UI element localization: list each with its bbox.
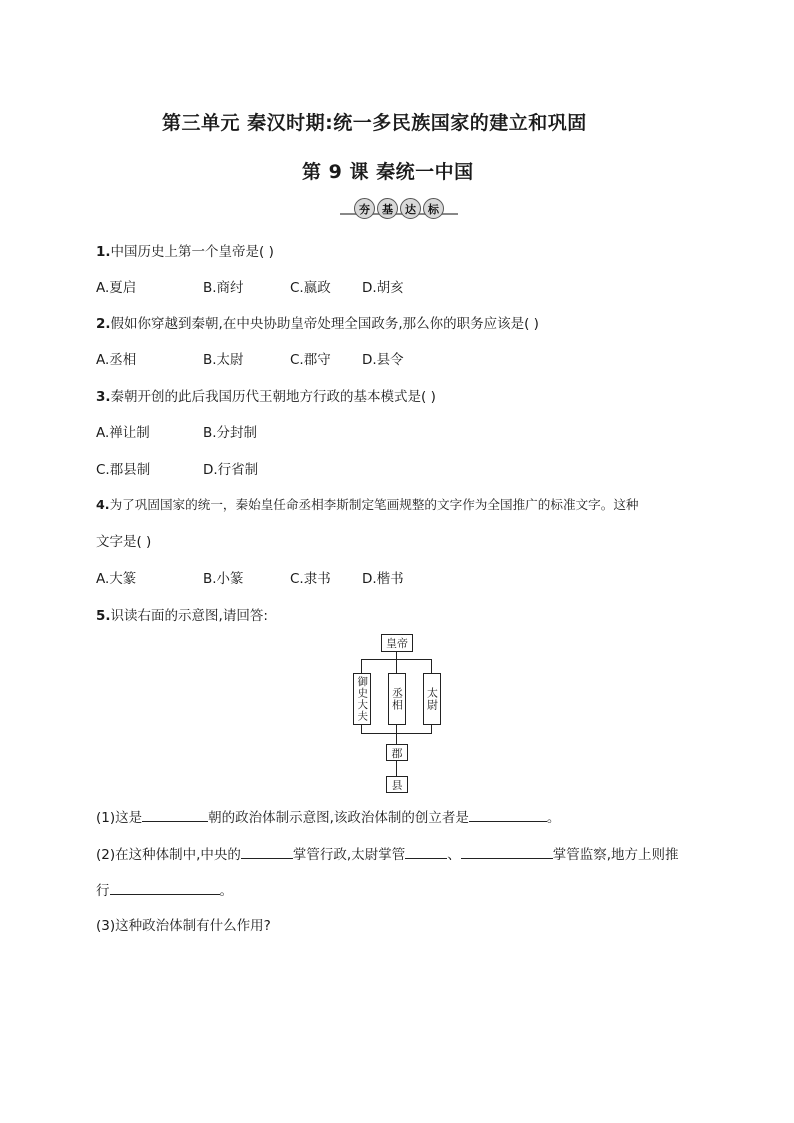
- question-4-continued: 文字是( ): [96, 534, 152, 550]
- sq1-part-c: 。: [546, 810, 561, 826]
- q3-option-c: C.郡县制: [96, 462, 151, 478]
- question-3: [96, 385, 436, 405]
- sq2-blank-censor[interactable]: [461, 844, 553, 859]
- q4-option-b: B.小篆: [203, 571, 244, 587]
- q4-option-a: A.大篆: [96, 571, 137, 587]
- question-4-number: 4.: [96, 497, 110, 512]
- sq1-blank-dynasty[interactable]: [142, 807, 208, 822]
- question-4: [96, 494, 639, 513]
- question-5-number: 5.: [96, 608, 111, 624]
- sq1-part-b: 朝的政治体制示意图,该政治体制的创立者是: [208, 810, 469, 826]
- q4-option-d: D.楷书: [362, 571, 404, 587]
- sq2-part-e: 行: [96, 883, 110, 899]
- emperor-box: 皇帝: [381, 634, 413, 652]
- q1-option-d: D.胡亥: [362, 280, 404, 296]
- sq2-part-b: 掌管行政,太尉掌管: [292, 847, 406, 863]
- question-3-number: 3.: [96, 389, 111, 405]
- badge-char-3: 达: [400, 198, 421, 219]
- connector-to-county: [396, 759, 397, 776]
- q3-option-b: B.分封制: [203, 425, 258, 441]
- censor-box: 御史大夫: [353, 673, 371, 725]
- sq1-part-a: (1)这是: [96, 810, 143, 826]
- q2-option-d: D.县令: [362, 352, 404, 368]
- question-1: [96, 240, 274, 260]
- question-2-number: 2.: [96, 316, 111, 332]
- question-2: [96, 312, 539, 332]
- q1-option-b: B.商纣: [203, 280, 244, 296]
- question-1-text: 中国历史上第一个皇帝是( ): [110, 244, 274, 260]
- question-2-text: 假如你穿越到秦朝,在中央协助皇帝处理全国政务,那么你的职务应该是( ): [110, 316, 539, 332]
- connector-censor-top: [361, 659, 362, 673]
- sq2-blank-admin[interactable]: [241, 844, 293, 859]
- badge-char-4: 标: [423, 198, 444, 219]
- unit-title: 第三单元 秦汉时期:统一多民族国家的建立和巩固: [162, 112, 587, 134]
- q1-option-c: C.嬴政: [290, 280, 331, 296]
- question-3-text: 秦朝开创的此后我国历代王朝地方行政的基本模式是( ): [110, 389, 436, 405]
- sub-question-1: [96, 806, 560, 826]
- question-4-text: 为了巩固国家的统一，秦始皇任命丞相李斯制定笔画规整的文字作为全国推广的标准文字。这种: [109, 497, 639, 512]
- q4-option-c: C.隶书: [290, 571, 331, 587]
- sq2-blank-military[interactable]: [405, 844, 447, 859]
- lesson-title: 第 9 课 秦统一中国: [302, 161, 474, 183]
- sq2-part-a: (2)在这种体制中,中央的: [96, 847, 241, 863]
- connector-chancellor-top: [396, 659, 397, 673]
- connector-commandant-top: [431, 659, 432, 673]
- badge-char-2: 基: [377, 198, 398, 219]
- q2-option-c: C.郡守: [290, 352, 331, 368]
- commandant-box: 太尉: [423, 673, 441, 725]
- q3-option-a: A.禅让制: [96, 425, 150, 441]
- sq1-blank-founder[interactable]: [469, 807, 547, 822]
- sq2-blank-local[interactable]: [110, 880, 220, 895]
- question-5-text: 识读右面的示意图,请回答:: [110, 608, 268, 624]
- badge-char-1: 夯: [354, 198, 375, 219]
- question-1-number: 1.: [96, 244, 111, 260]
- chancellor-box: 丞相: [388, 673, 406, 725]
- county-box: 县: [386, 776, 408, 793]
- commandery-box: 郡: [386, 744, 408, 761]
- sq2-part-c: 、: [447, 847, 461, 863]
- q3-option-d: D.行省制: [203, 462, 259, 478]
- sub-question-2-continued: [96, 879, 233, 899]
- q2-option-a: A.丞相: [96, 352, 137, 368]
- connector-to-commandery: [396, 733, 397, 744]
- sq2-part-f: 。: [219, 883, 233, 899]
- question-5: [96, 604, 268, 624]
- sq2-part-d: 掌管监察,地方上则推: [552, 847, 679, 863]
- sub-question-3: (3)这种政治体制有什么作用?: [96, 918, 271, 934]
- q2-option-b: B.太尉: [203, 352, 244, 368]
- q1-option-a: A.夏启: [96, 280, 137, 296]
- sub-question-2: [96, 843, 679, 863]
